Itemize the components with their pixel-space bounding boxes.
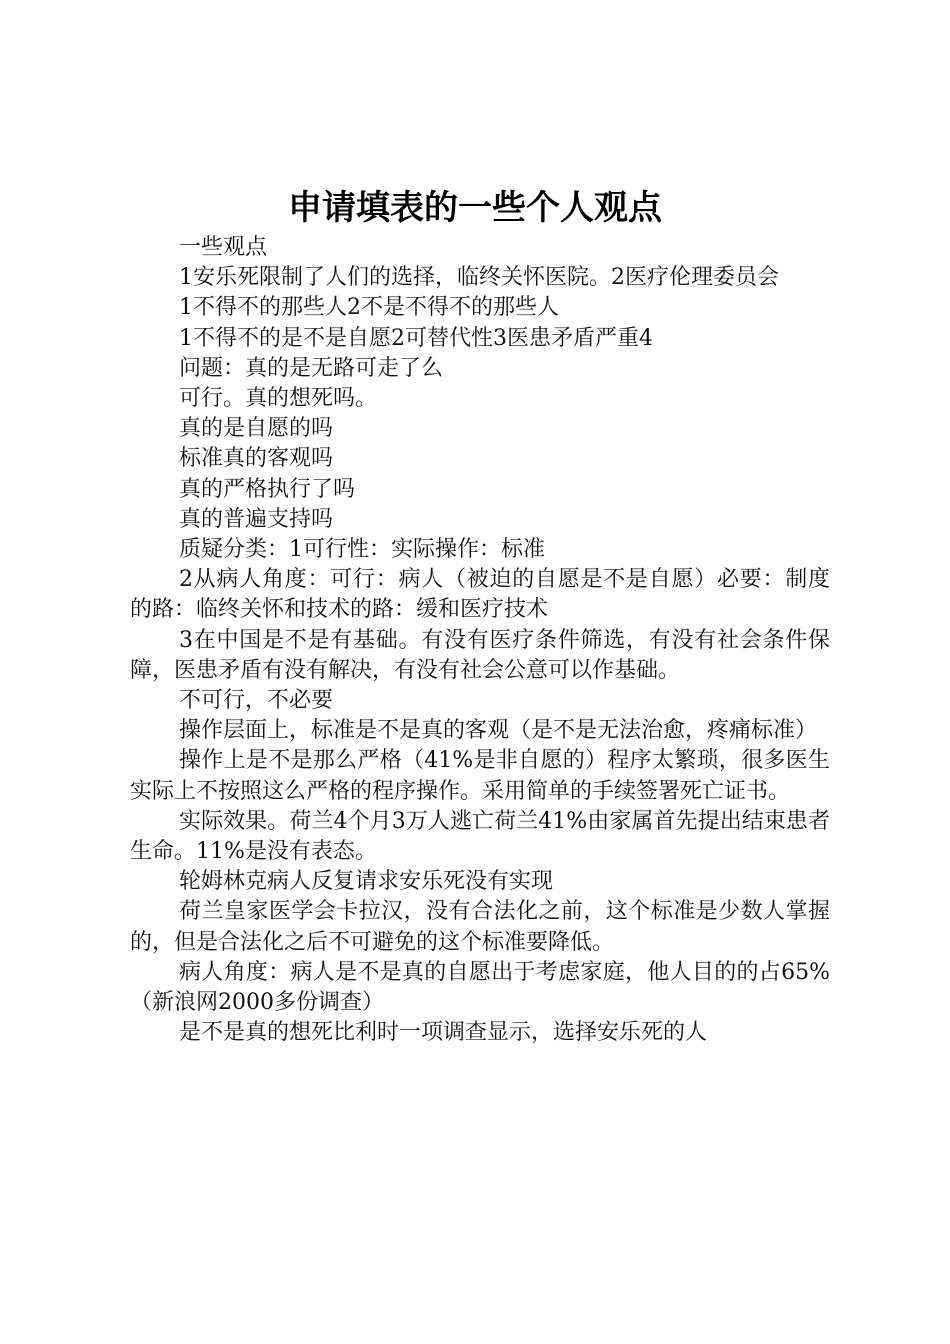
paragraph: 是不是真的想死比利时一项调查显示，选择安乐死的人 — [179, 1020, 708, 1046]
paragraph: 操作层面上，标准是不是真的客观（是不是无法治愈，疼痛标准） — [179, 718, 818, 744]
paragraph: 1不得不的那些人2不是不得不的那些人 — [179, 295, 559, 321]
paragraph: 真的普遍支持吗 — [179, 506, 334, 532]
document-title: 申请填表的一些个人观点 — [288, 188, 662, 228]
paragraph: 不可行，不必要 — [179, 688, 334, 714]
paragraph: 可行。真的想死吗。 — [179, 386, 378, 412]
paragraph: 3在中国是不是有基础。有没有医疗条件筛选，有没有社会条件保障，医患矛盾有没有解决，有没有社会公意可以作基础。 — [130, 627, 830, 683]
paragraph: 实际效果。荷兰4个月3万人逃亡荷兰41%由家属首先提出结束患者生命。11%是没有表态。 — [130, 808, 830, 865]
paragraph: 真的是自愿的吗 — [179, 416, 334, 442]
paragraph: 一些观点 — [179, 235, 268, 260]
paragraph: 操作上是不是那么严格（41%是非自愿的）程序太繁琐，很多医生实际上不按照这么严格的程序操作。采用简单的手续签署死亡证书。 — [130, 748, 830, 804]
paragraph: 1安乐死限制了人们的选择，临终关怀医院。2医疗伦理委员会 — [179, 265, 779, 291]
paragraph: 问题：真的是无路可走了么 — [179, 355, 444, 381]
paragraph: 真的严格执行了吗 — [179, 476, 356, 502]
paragraph: 轮姆林克病人反复请求安乐死没有实现 — [179, 869, 554, 895]
paragraph: 荷兰皇家医学会卡拉汉，没有合法化之前，这个标准是少数人掌握的，但是合法化之后不可避免的这个标准要降低。 — [130, 899, 830, 955]
paragraph: 质疑分类：1可行性：实际操作：标准 — [179, 537, 545, 563]
paragraph: 2从病人角度：可行：病人（被迫的自愿是不是自愿）必要：制度的路：临终关怀和技术的路：缓和医疗技术 — [130, 567, 830, 623]
paragraph: 病人角度：病人是不是真的自愿出于考虑家庭，他人目的的占65%（新浪网2000多份调查） — [130, 959, 830, 1016]
paragraph: 1不得不的是不是自愿2可替代性3医患矛盾严重4 — [179, 325, 653, 351]
paragraph: 标准真的客观吗 — [179, 446, 334, 472]
document-body — [130, 233, 830, 1048]
